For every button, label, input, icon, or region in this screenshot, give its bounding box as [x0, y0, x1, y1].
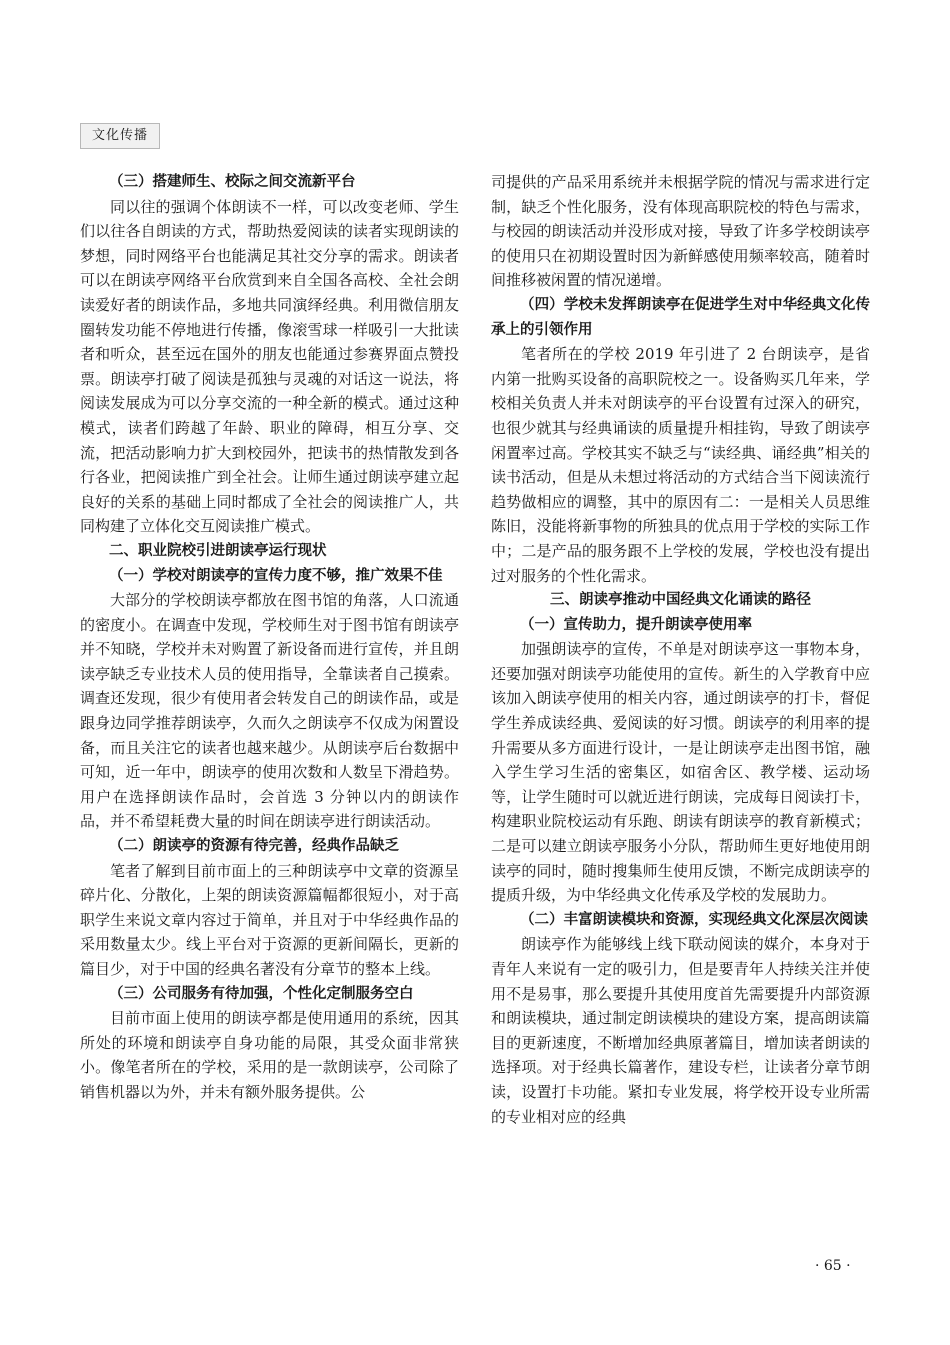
section-heading: （一）学校对朗读亭的宣传力度不够，推广效果不佳: [109, 567, 443, 584]
section-tag: 文化传播: [80, 123, 160, 149]
section-heading: 二、职业院校引进朗读亭运行现状: [109, 542, 327, 559]
page-number: · 65 ·: [815, 1258, 851, 1274]
section-heading: （一）宣传助力，提升朗读亭使用率: [520, 616, 752, 633]
body-paragraph: 笔者所在的学校 2019 年引进了 2 台朗读亭，是省内第一批购买设备的高职院校之一。设备购买几年来，学校相关负责人并未对朗读亭的平台设置有过深入的研究，也很少就其与经典诵读的质量提升相挂钩，导致了朗读亭闲置率过高。学校其实不缺乏与“读经典、诵经典”相关的读书活动，但是从未想过将活动的方式结合当下阅读流行趋势做相应的调整，其中的原因有二：一是相关人员思维陈旧，没能将新事物的所独具的优点用于学校的实际工作中；二是产品的服务跟不上学校的发展，学校也没有提出过对服务的个性化需求。: [491, 345, 870, 585]
section-heading: 三、朗读亭推动中国经典文化诵读的路径: [550, 592, 811, 609]
body-paragraph: 同以往的强调个体朗读不一样，可以改变老师、学生们以往各自朗读的方式，帮助热爱阅读的读者实现朗读的梦想，同时网络平台也能满足其社交分享的需求。朗读者可以在朗读亭网络平台欣赏到来自全国各高校、全社会朗读爱好者的朗读作品，多地共同演绎经典。利用微信朋友圈转发功能不停地进行传播，像滚雪球一样吸引一大批读者和听众，甚至远在国外的朋友也能通过参赛界面点赞投票。朗读亭打破了阅读是孤独与灵魂的对话这一说法，将阅读发展成为可以分享交流的一种全新的模式。通过这种模式，读者们跨越了年龄、职业的障碍，相互分享、交流，把活动影响力扩大到校园外，把读书的热情散发到各行各业，把阅读推广到全社会。让师生通过朗读亭建立起良好的关系的基础上同时都成了全社会的阅读推广人，共同构建了立体化交互阅读推广模式。: [80, 197, 459, 536]
section-heading: （二）朗读亭的资源有待完善，经典作品缺乏: [109, 838, 399, 855]
section-heading: （三）搭建师生、校际之间交流新平台: [109, 174, 356, 190]
right-column: [491, 170, 870, 1129]
body-paragraph: 朗读亭作为能够线上线下联动阅读的媒介，本身对于青年人来说有一定的吸引力，但是要青年人持续关注并使用不是易事，那么要提升其使用度首先需要提升内部资源和朗读模块，通过制定朗读模块的建设方案，提高朗读篇目的更新速度，不断增加经典原著篇目，增加读者朗读的选择项。对于经典长篇著作，建设专栏，让读者分章节朗读，设置打卡功能。紧扣专业发展，将学校开设专业所需的专业相对应的经典: [491, 935, 870, 1126]
body-paragraph: 大部分的学校朗读亭都放在图书馆的角落，人口流通的密度小。在调查中发现，学校师生对于图书馆有朗读亭并不知晓，学校并未对购置了新设备而进行宣传，并且朗读亭缺乏专业技术人员的使用指导，全靠读者自己摸索。调查还发现，很少有使用者会转发自己的朗读作品，或是跟身边同学推荐朗读亭，久而久之朗读亭不仅成为闲置设备，而且关注它的读者也越来越少。从朗读亭后台数据中可知，近一年中，朗读亭的使用次数和人数呈下滑趋势。用户在选择朗读作品时，会首选 3 分钟以内的朗读作品，并不希望耗费大量的时间在朗读亭进行朗读活动。: [80, 591, 459, 831]
section-heading: （四）学校未发挥朗读亭在促进学生对中华经典文化传承上的引领作用: [491, 296, 870, 338]
section-heading: （三）公司服务有待加强，个性化定制服务空白: [109, 985, 414, 1002]
left-column: [80, 170, 459, 1105]
body-paragraph: 笔者了解到目前市面上的三种朗读亭中文章的资源呈碎片化、分散化，上架的朗读资源篇幅都很短小，对于高职学生来说文章内容过于简单，并且对于中华经典作品的采用数量太少。线上平台对于资源的更新间隔长，更新的篇目少，对于中国的经典名著没有分章节的整本上线。: [80, 861, 459, 978]
section-heading: （二）丰富朗读模块和资源，实现经典文化深层次阅读: [520, 911, 868, 928]
body-paragraph: 加强朗读亭的宣传，不单是对朗读亭这一事物本身，还要加强对朗读亭功能使用的宣传。新生的入学教育中应该加入朗读亭使用的相关内容，通过朗读亭的打卡，督促学生养成读经典、爱阅读的好习惯。朗读亭的利用率的提升需要从多方面进行设计，一是让朗读亭走出图书馆，融入学生学习生活的密集区，如宿舍区、教学楼、运动场等，让学生随时可以就近进行朗读，完成每日阅读打卡，构建职业院校运动有乐跑、朗读有朗读亭的教育新模式；二是可以建立朗读亭服务小分队，帮助师生更好地使用朗读亭的同时，随时搜集师生使用反馈，不断完成朗读亭的提质升级，为中华经典文化传承及学校的发展助力。: [491, 640, 870, 905]
body-paragraph: 目前市面上使用的朗读亭都是使用通用的系统，因其所处的环境和朗读亭自身功能的局限，其受众面非常狭小。像笔者所在的学校，采用的是一款朗读亭，公司除了销售机器以为外，并未有额外服务提供。公: [80, 1009, 459, 1101]
body-paragraph-continued: 司提供的产品采用系统并未根据学院的情况与需求进行定制，缺乏个性化服务，没有体现高职院校的特色与需求，与校园的朗读活动并没形成对接，导致了许多学校朗读亭的使用只在初期设置时因为新鲜感使用频率较高，随着时间推移被闲置的情况递增。: [491, 173, 870, 290]
